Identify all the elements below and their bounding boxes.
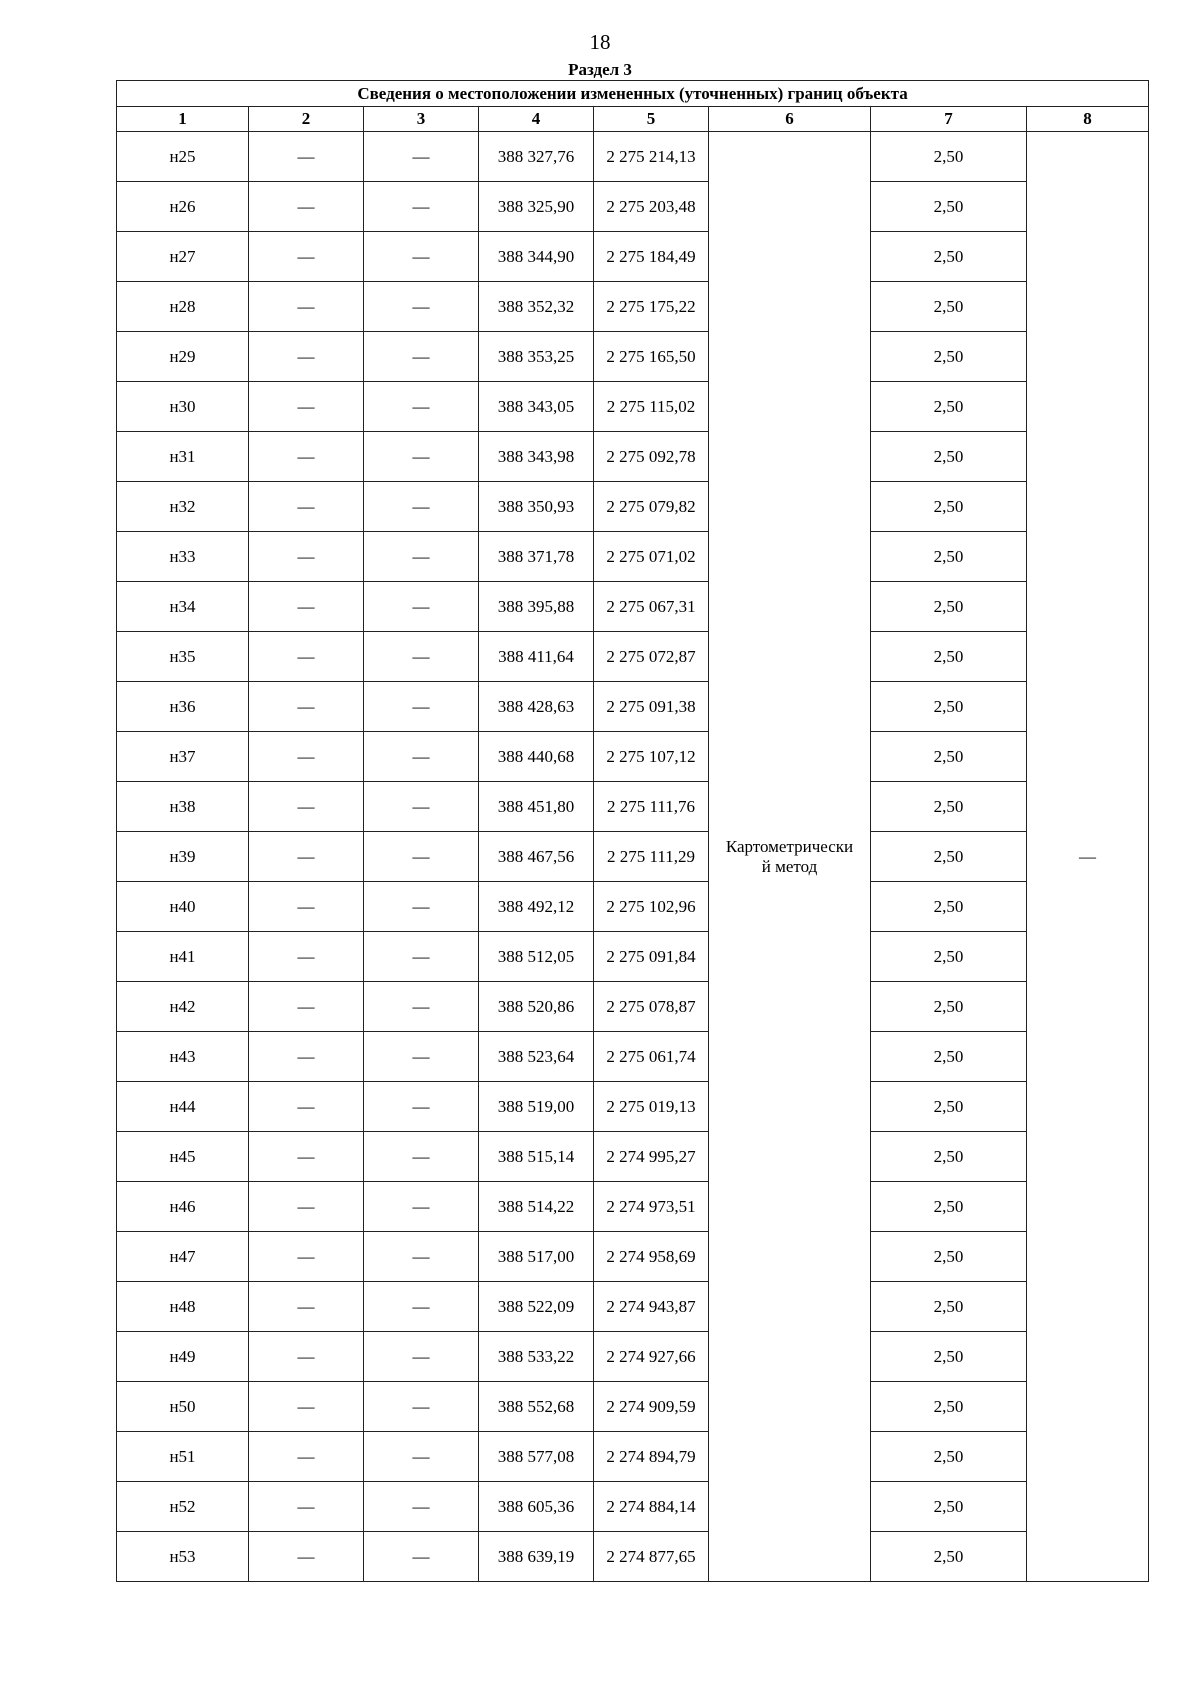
y-coordinate-cell: 2 275 107,12 bbox=[594, 732, 709, 782]
x-coordinate-cell: 388 520,86 bbox=[479, 982, 594, 1032]
y-coordinate-cell: 2 275 072,87 bbox=[594, 632, 709, 682]
table-caption-row bbox=[117, 81, 1149, 107]
x-coordinate-cell: 388 512,05 bbox=[479, 932, 594, 982]
column-2-cell: — bbox=[249, 432, 364, 482]
accuracy-cell: 2,50 bbox=[871, 1482, 1027, 1532]
point-number-cell: н47 bbox=[117, 1232, 249, 1282]
y-coordinate-cell: 2 275 111,29 bbox=[594, 832, 709, 882]
accuracy-cell: 2,50 bbox=[871, 1032, 1027, 1082]
column-3-cell: — bbox=[364, 482, 479, 532]
point-number-cell: н52 bbox=[117, 1482, 249, 1532]
x-coordinate-cell: 388 492,12 bbox=[479, 882, 594, 932]
column-number-2: 2 bbox=[249, 107, 364, 132]
column-3-cell: — bbox=[364, 1232, 479, 1282]
y-coordinate-cell: 2 275 102,96 bbox=[594, 882, 709, 932]
table-row bbox=[117, 132, 1149, 182]
accuracy-cell: 2,50 bbox=[871, 182, 1027, 232]
point-number-cell: н32 bbox=[117, 482, 249, 532]
y-coordinate-cell: 2 275 165,50 bbox=[594, 332, 709, 382]
x-coordinate-cell: 388 639,19 bbox=[479, 1532, 594, 1582]
column-2-cell: — bbox=[249, 1332, 364, 1382]
y-coordinate-cell: 2 275 091,38 bbox=[594, 682, 709, 732]
column-number-row bbox=[117, 107, 1149, 132]
point-number-cell: н28 bbox=[117, 282, 249, 332]
table-row bbox=[117, 482, 1149, 532]
x-coordinate-cell: 388 440,68 bbox=[479, 732, 594, 782]
column-2-cell: — bbox=[249, 1282, 364, 1332]
table-row bbox=[117, 1032, 1149, 1082]
point-number-cell: н40 bbox=[117, 882, 249, 932]
column-3-cell: — bbox=[364, 182, 479, 232]
x-coordinate-cell: 388 343,98 bbox=[479, 432, 594, 482]
table-row bbox=[117, 1232, 1149, 1282]
y-coordinate-cell: 2 275 111,76 bbox=[594, 782, 709, 832]
table-row bbox=[117, 282, 1149, 332]
y-coordinate-cell: 2 275 071,02 bbox=[594, 532, 709, 582]
column-3-cell: — bbox=[364, 132, 479, 182]
point-number-cell: н36 bbox=[117, 682, 249, 732]
x-coordinate-cell: 388 352,32 bbox=[479, 282, 594, 332]
x-coordinate-cell: 388 514,22 bbox=[479, 1182, 594, 1232]
y-coordinate-cell: 2 274 973,51 bbox=[594, 1182, 709, 1232]
y-coordinate-cell: 2 275 184,49 bbox=[594, 232, 709, 282]
table-row bbox=[117, 1382, 1149, 1432]
y-coordinate-cell: 2 274 943,87 bbox=[594, 1282, 709, 1332]
x-coordinate-cell: 388 325,90 bbox=[479, 182, 594, 232]
accuracy-cell: 2,50 bbox=[871, 132, 1027, 182]
point-number-cell: н29 bbox=[117, 332, 249, 382]
column-3-cell: — bbox=[364, 1132, 479, 1182]
accuracy-cell: 2,50 bbox=[871, 382, 1027, 432]
column-3-cell: — bbox=[364, 782, 479, 832]
column-3-cell: — bbox=[364, 732, 479, 782]
point-number-cell: н42 bbox=[117, 982, 249, 1032]
table-row bbox=[117, 782, 1149, 832]
point-number-cell: н46 bbox=[117, 1182, 249, 1232]
column-3-cell: — bbox=[364, 1282, 479, 1332]
accuracy-cell: 2,50 bbox=[871, 282, 1027, 332]
x-coordinate-cell: 388 523,64 bbox=[479, 1032, 594, 1082]
x-coordinate-cell: 388 353,25 bbox=[479, 332, 594, 382]
table-row bbox=[117, 432, 1149, 482]
column-2-cell: — bbox=[249, 1032, 364, 1082]
column-number-4: 4 bbox=[479, 107, 594, 132]
x-coordinate-cell: 388 411,64 bbox=[479, 632, 594, 682]
column-3-cell: — bbox=[364, 1082, 479, 1132]
column-2-cell: — bbox=[249, 1532, 364, 1582]
table-row bbox=[117, 1482, 1149, 1532]
column-3-cell: — bbox=[364, 682, 479, 732]
page-number: 18 bbox=[589, 30, 611, 54]
y-coordinate-cell: 2 275 078,87 bbox=[594, 982, 709, 1032]
column-number-1: 1 bbox=[117, 107, 249, 132]
point-number-cell: н35 bbox=[117, 632, 249, 682]
column-2-cell: — bbox=[249, 682, 364, 732]
column-8-cell: — bbox=[1027, 132, 1149, 1582]
y-coordinate-cell: 2 275 092,78 bbox=[594, 432, 709, 482]
x-coordinate-cell: 388 371,78 bbox=[479, 532, 594, 582]
point-number-cell: н53 bbox=[117, 1532, 249, 1582]
accuracy-cell: 2,50 bbox=[871, 732, 1027, 782]
accuracy-cell: 2,50 bbox=[871, 1382, 1027, 1432]
y-coordinate-cell: 2 275 019,13 bbox=[594, 1082, 709, 1132]
accuracy-cell: 2,50 bbox=[871, 832, 1027, 882]
table-row bbox=[117, 582, 1149, 632]
column-2-cell: — bbox=[249, 382, 364, 432]
column-3-cell: — bbox=[364, 1032, 479, 1082]
column-number-6: 6 bbox=[709, 107, 871, 132]
table-row bbox=[117, 1282, 1149, 1332]
point-number-cell: н43 bbox=[117, 1032, 249, 1082]
table-row bbox=[117, 1332, 1149, 1382]
column-3-cell: — bbox=[364, 1532, 479, 1582]
column-2-cell: — bbox=[249, 882, 364, 932]
point-number-cell: н50 bbox=[117, 1382, 249, 1432]
column-3-cell: — bbox=[364, 1482, 479, 1532]
table-row bbox=[117, 1082, 1149, 1132]
point-number-cell: н34 bbox=[117, 582, 249, 632]
column-2-cell: — bbox=[249, 1482, 364, 1532]
x-coordinate-cell: 388 343,05 bbox=[479, 382, 594, 432]
y-coordinate-cell: 2 274 894,79 bbox=[594, 1432, 709, 1482]
table-row bbox=[117, 1182, 1149, 1232]
column-2-cell: — bbox=[249, 932, 364, 982]
point-number-cell: н39 bbox=[117, 832, 249, 882]
accuracy-cell: 2,50 bbox=[871, 232, 1027, 282]
table-row bbox=[117, 1532, 1149, 1582]
column-3-cell: — bbox=[364, 432, 479, 482]
method-text-line-1: Картометрически bbox=[725, 836, 854, 856]
table-row bbox=[117, 532, 1149, 582]
column-3-cell: — bbox=[364, 332, 479, 382]
accuracy-cell: 2,50 bbox=[871, 782, 1027, 832]
column-3-cell: — bbox=[364, 882, 479, 932]
accuracy-cell: 2,50 bbox=[871, 1182, 1027, 1232]
y-coordinate-cell: 2 275 079,82 bbox=[594, 482, 709, 532]
x-coordinate-cell: 388 515,14 bbox=[479, 1132, 594, 1182]
table-row bbox=[117, 632, 1149, 682]
accuracy-cell: 2,50 bbox=[871, 632, 1027, 682]
y-coordinate-cell: 2 274 877,65 bbox=[594, 1532, 709, 1582]
accuracy-cell: 2,50 bbox=[871, 1432, 1027, 1482]
x-coordinate-cell: 388 577,08 bbox=[479, 1432, 594, 1482]
table-row bbox=[117, 732, 1149, 782]
column-2-cell: — bbox=[249, 232, 364, 282]
x-coordinate-cell: 388 552,68 bbox=[479, 1382, 594, 1432]
column-number-3: 3 bbox=[364, 107, 479, 132]
accuracy-cell: 2,50 bbox=[871, 1282, 1027, 1332]
column-3-cell: — bbox=[364, 982, 479, 1032]
section-title: Раздел 3 bbox=[568, 60, 632, 79]
table-row bbox=[117, 932, 1149, 982]
point-number-cell: н33 bbox=[117, 532, 249, 582]
column-3-cell: — bbox=[364, 1182, 479, 1232]
table-row bbox=[117, 332, 1149, 382]
column-2-cell: — bbox=[249, 632, 364, 682]
y-coordinate-cell: 2 275 061,74 bbox=[594, 1032, 709, 1082]
table-row bbox=[117, 832, 1149, 882]
point-number-cell: н37 bbox=[117, 732, 249, 782]
x-coordinate-cell: 388 451,80 bbox=[479, 782, 594, 832]
method-text-line-2: й метод bbox=[761, 856, 818, 876]
x-coordinate-cell: 388 533,22 bbox=[479, 1332, 594, 1382]
column-2-cell: — bbox=[249, 1182, 364, 1232]
point-number-cell: н26 bbox=[117, 182, 249, 232]
column-2-cell: — bbox=[249, 1082, 364, 1132]
column-2-cell: — bbox=[249, 1132, 364, 1182]
point-number-cell: н44 bbox=[117, 1082, 249, 1132]
accuracy-cell: 2,50 bbox=[871, 1132, 1027, 1182]
table-row bbox=[117, 982, 1149, 1032]
point-number-cell: н25 bbox=[117, 132, 249, 182]
column-2-cell: — bbox=[249, 732, 364, 782]
column-3-cell: — bbox=[364, 1382, 479, 1432]
x-coordinate-cell: 388 467,56 bbox=[479, 832, 594, 882]
column-number-8: 8 bbox=[1027, 107, 1149, 132]
y-coordinate-cell: 2 275 091,84 bbox=[594, 932, 709, 982]
x-coordinate-cell: 388 344,90 bbox=[479, 232, 594, 282]
x-coordinate-cell: 388 517,00 bbox=[479, 1232, 594, 1282]
point-number-cell: н48 bbox=[117, 1282, 249, 1332]
column-3-cell: — bbox=[364, 832, 479, 882]
accuracy-cell: 2,50 bbox=[871, 1082, 1027, 1132]
table-row bbox=[117, 382, 1149, 432]
x-coordinate-cell: 388 522,09 bbox=[479, 1282, 594, 1332]
column-3-cell: — bbox=[364, 932, 479, 982]
column-3-cell: — bbox=[364, 582, 479, 632]
y-coordinate-cell: 2 275 175,22 bbox=[594, 282, 709, 332]
table-row bbox=[117, 1432, 1149, 1482]
column-2-cell: — bbox=[249, 782, 364, 832]
y-coordinate-cell: 2 275 067,31 bbox=[594, 582, 709, 632]
table-row bbox=[117, 882, 1149, 932]
point-number-cell: н31 bbox=[117, 432, 249, 482]
column-2-cell: — bbox=[249, 832, 364, 882]
accuracy-cell: 2,50 bbox=[871, 882, 1027, 932]
column-2-cell: — bbox=[249, 482, 364, 532]
point-number-cell: н30 bbox=[117, 382, 249, 432]
accuracy-cell: 2,50 bbox=[871, 482, 1027, 532]
table-row bbox=[117, 1132, 1149, 1182]
y-coordinate-cell: 2 274 927,66 bbox=[594, 1332, 709, 1382]
accuracy-cell: 2,50 bbox=[871, 932, 1027, 982]
accuracy-cell: 2,50 bbox=[871, 332, 1027, 382]
column-3-cell: — bbox=[364, 532, 479, 582]
x-coordinate-cell: 388 350,93 bbox=[479, 482, 594, 532]
column-2-cell: — bbox=[249, 332, 364, 382]
y-coordinate-cell: 2 275 115,02 bbox=[594, 382, 709, 432]
accuracy-cell: 2,50 bbox=[871, 1332, 1027, 1382]
table-row bbox=[117, 182, 1149, 232]
column-2-cell: — bbox=[249, 282, 364, 332]
table-row bbox=[117, 232, 1149, 282]
point-number-cell: н27 bbox=[117, 232, 249, 282]
column-number-5: 5 bbox=[594, 107, 709, 132]
column-2-cell: — bbox=[249, 982, 364, 1032]
boundary-coordinates-table bbox=[116, 80, 1149, 1582]
accuracy-cell: 2,50 bbox=[871, 682, 1027, 732]
column-3-cell: — bbox=[364, 382, 479, 432]
column-2-cell: — bbox=[249, 582, 364, 632]
x-coordinate-cell: 388 395,88 bbox=[479, 582, 594, 632]
y-coordinate-cell: 2 274 884,14 bbox=[594, 1482, 709, 1532]
accuracy-cell: 2,50 bbox=[871, 982, 1027, 1032]
accuracy-cell: 2,50 bbox=[871, 1232, 1027, 1282]
point-number-cell: н38 bbox=[117, 782, 249, 832]
column-2-cell: — bbox=[249, 182, 364, 232]
x-coordinate-cell: 388 327,76 bbox=[479, 132, 594, 182]
point-number-cell: н41 bbox=[117, 932, 249, 982]
table-caption: Сведения о местоположении измененных (уточненных) границ объекта bbox=[117, 81, 1149, 107]
point-number-cell: н49 bbox=[117, 1332, 249, 1382]
column-3-cell: — bbox=[364, 1332, 479, 1382]
determination-method-cell bbox=[709, 132, 871, 1582]
y-coordinate-cell: 2 274 909,59 bbox=[594, 1382, 709, 1432]
accuracy-cell: 2,50 bbox=[871, 432, 1027, 482]
column-3-cell: — bbox=[364, 232, 479, 282]
point-number-cell: н51 bbox=[117, 1432, 249, 1482]
y-coordinate-cell: 2 274 995,27 bbox=[594, 1132, 709, 1182]
column-2-cell: — bbox=[249, 532, 364, 582]
column-number-7: 7 bbox=[871, 107, 1027, 132]
y-coordinate-cell: 2 275 203,48 bbox=[594, 182, 709, 232]
column-2-cell: — bbox=[249, 1232, 364, 1282]
x-coordinate-cell: 388 605,36 bbox=[479, 1482, 594, 1532]
column-3-cell: — bbox=[364, 1432, 479, 1482]
point-number-cell: н45 bbox=[117, 1132, 249, 1182]
x-coordinate-cell: 388 519,00 bbox=[479, 1082, 594, 1132]
column-3-cell: — bbox=[364, 632, 479, 682]
table-body bbox=[117, 132, 1149, 1582]
x-coordinate-cell: 388 428,63 bbox=[479, 682, 594, 732]
table-row bbox=[117, 682, 1149, 732]
y-coordinate-cell: 2 275 214,13 bbox=[594, 132, 709, 182]
column-2-cell: — bbox=[249, 132, 364, 182]
y-coordinate-cell: 2 274 958,69 bbox=[594, 1232, 709, 1282]
accuracy-cell: 2,50 bbox=[871, 1532, 1027, 1582]
column-2-cell: — bbox=[249, 1432, 364, 1482]
accuracy-cell: 2,50 bbox=[871, 532, 1027, 582]
accuracy-cell: 2,50 bbox=[871, 582, 1027, 632]
column-3-cell: — bbox=[364, 282, 479, 332]
column-2-cell: — bbox=[249, 1382, 364, 1432]
